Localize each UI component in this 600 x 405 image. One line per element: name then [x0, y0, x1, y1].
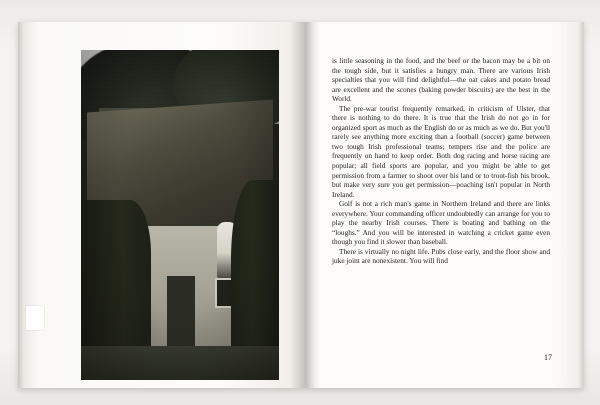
cottage-photograph	[81, 50, 279, 380]
right-page-edge-shadow	[578, 22, 584, 388]
photo-vignette	[81, 50, 279, 380]
right-page	[304, 22, 584, 388]
page-marker-tab	[26, 306, 44, 330]
paragraph: There is virtually no night life. Pubs close early, and the floor show and juke joint are nonexistent. You will find	[332, 246, 550, 266]
paragraph: The pre-war tourist frequently remarked, in criticism of Ulster, that there is nothing to do there. It is true that the Irish do not go in for organized sport as much as the English do or as much as we do. But you'll rarely see anything more exciting than a football (soccer) game between two tough Irish professional teams; tempers rise and the police are frequently on hand to keep order. Both dog racing and horse racing are popular; all field sports are popular, and you might be able to get permission from a farmer to shoot over his land or to trout-fish his brook, but make very sure you get permission—poaching isn't popular in North Ireland.	[332, 103, 550, 199]
body-text-column	[332, 56, 550, 266]
open-book	[18, 22, 584, 388]
paragraph: Golf is not a rich man's game in Northern Ireland and there are links everywhere. Your commanding officer undoubtedly can arrange for you to play the nearby Irish courses. There is boating and bathing on the “loughs.” And you will be interested in watching a cricket game even though you find it slower than baseball.	[332, 199, 550, 247]
left-page	[18, 22, 304, 388]
paragraph: is little seasoning in the food, and the beef or the bacon may be a bit on the tough side, but it satisfies a hungry man. There are various Irish specialties that you will find delightful—the oat cakes and potato bread are excellent and the scones (baking powder biscuits) are the best in the World.	[332, 56, 550, 104]
left-page-edge-shadow	[18, 22, 24, 388]
page-number: 17	[544, 353, 552, 362]
